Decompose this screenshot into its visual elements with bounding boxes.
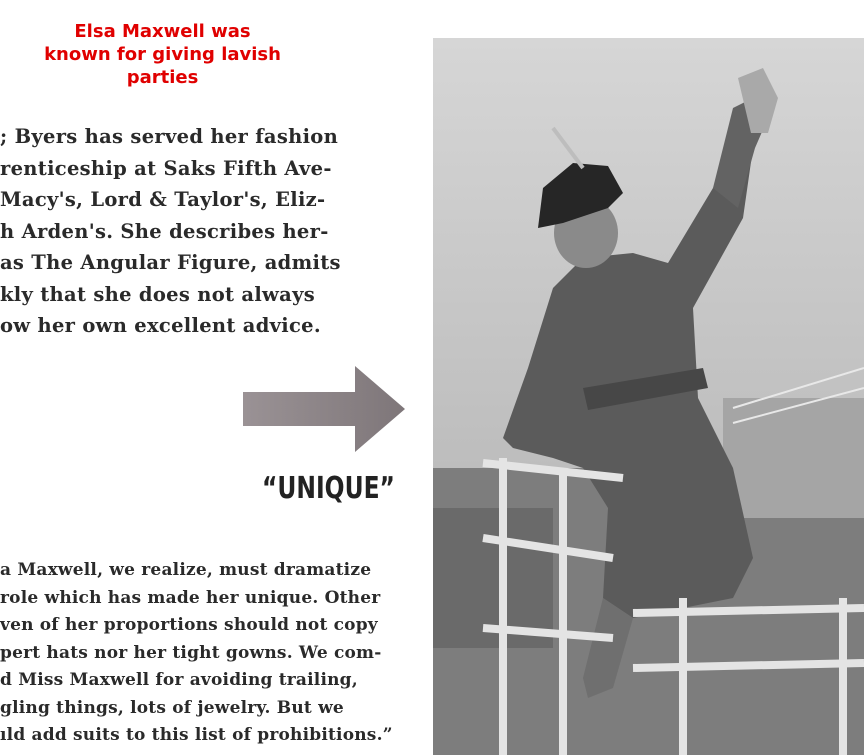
text-line: a Maxwell, we realize, must dramatize [0,560,372,580]
text-line: d Miss Maxwell for avoiding trailing, [0,670,358,690]
text-line: ven of her proportions should not copy [0,615,378,635]
text-line: ıld add suits to this list of prohibitions.” [0,725,393,745]
text-line: h Arden's. She describes her- [0,219,329,243]
text-line: role which has made her unique. Other [0,587,381,608]
woman-on-ship-photo [433,38,864,755]
text-line: pert hats nor her tight gowns. We com- [0,642,382,663]
text-line: ow her own excellent advice. [0,314,321,337]
text-line: ; Byers has served her fashion [0,125,339,148]
text-line: as The Angular Figure, admits [0,251,341,274]
right-arrow-icon [243,366,405,452]
text-line: kly that she does not always [0,282,315,306]
text-line: renticeship at Saks Fifth Ave- [0,156,332,180]
paragraph-top [0,121,352,342]
photo-caption: Elsa Maxwell was known for giving lavish parties [44,21,281,88]
paragraph-bottom [0,557,406,750]
section-heading: “UNIQUE” [262,471,395,506]
text-line: gling things, lots of jewelry. But we [0,697,344,718]
text-line: Macy's, Lord & Taylor's, Eliz- [0,188,326,211]
